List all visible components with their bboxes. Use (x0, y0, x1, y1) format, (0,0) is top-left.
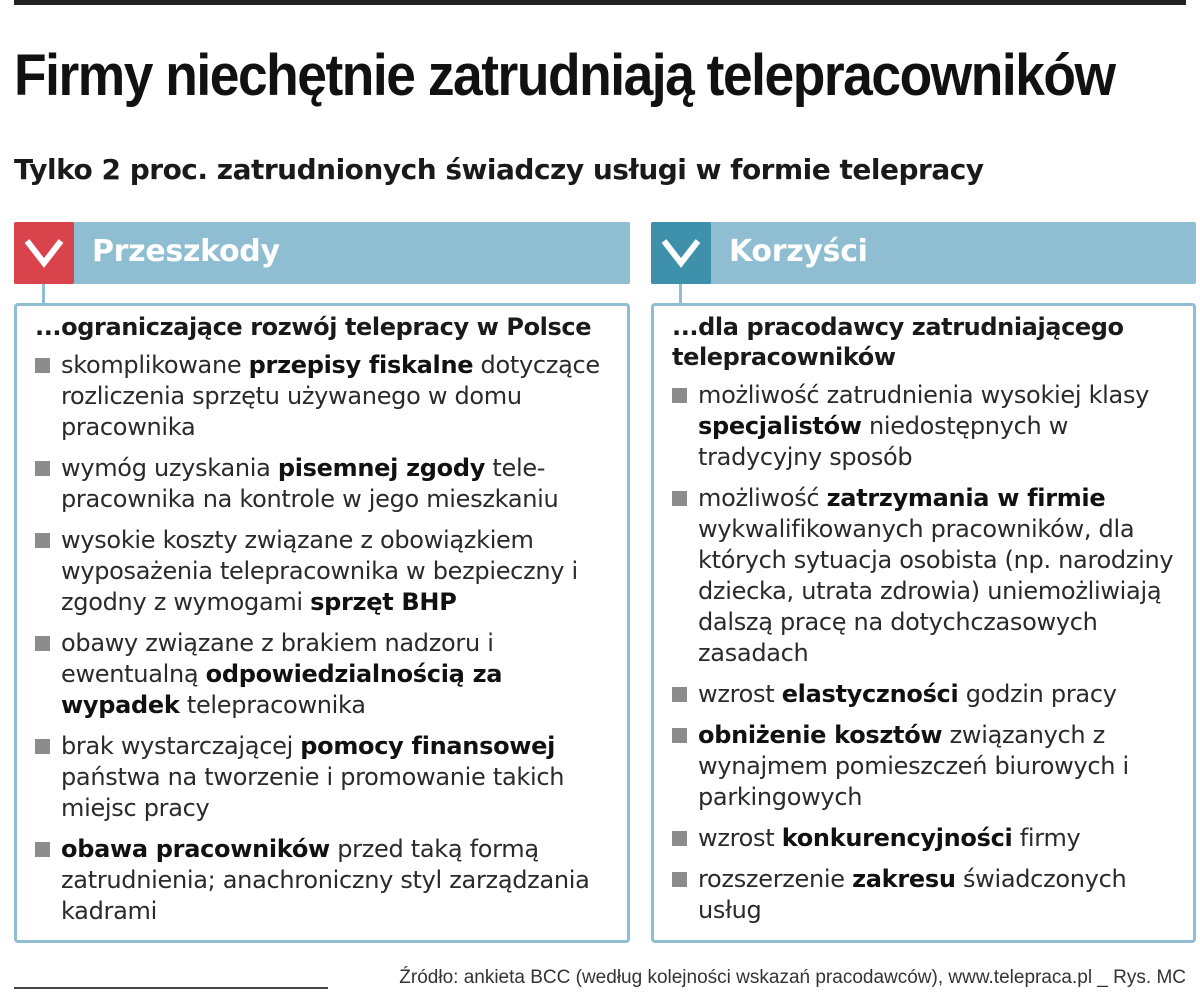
list-item (672, 380, 1177, 473)
emphasis-text: pisemnej zgody (277, 454, 486, 482)
list-item (672, 864, 1177, 926)
obstacles-panel (14, 222, 630, 925)
emphasis-text: specjalistów (698, 412, 862, 440)
benefits-title: Korzyści (729, 234, 868, 269)
square-bullet-icon (672, 388, 687, 403)
benefits-connector (679, 284, 682, 304)
item-text: telepracownika (179, 691, 366, 719)
item-text: tele-pracownika na kontrole w jego mieszkaniu (61, 454, 559, 513)
headline: Firmy niechętnie zatrudniają telepracowników (14, 43, 1115, 108)
item-text: przed taką formą zatrudnienia; anachroniczny styl zarządzania kadrami (61, 835, 590, 925)
list-item (672, 679, 1177, 710)
item-text: wysokie koszty związane z obowiązkiem wyposażenia telepracownika w bezpieczny i zgodny z wymogami (61, 526, 578, 616)
top-rule (14, 0, 1186, 5)
emphasis-text: sprzęt BHP (310, 588, 457, 616)
square-bullet-icon (35, 358, 50, 373)
emphasis-text: obniżenie kosztów (698, 721, 943, 749)
square-bullet-icon (672, 728, 687, 743)
emphasis-text: konkurencyjności (781, 824, 1013, 852)
list-item (35, 628, 611, 721)
benefits-panel (651, 222, 1196, 924)
item-text: niedostępnych w tradycyjny sposób (698, 412, 1069, 471)
subheadline: Tylko 2 proc. zatrudnionych świadczy usługi w formie telepracy (14, 153, 984, 186)
list-item (35, 350, 611, 443)
obstacles-title: Przeszkody (92, 234, 280, 269)
list-item (35, 731, 611, 824)
item-text: wzrost (698, 824, 782, 852)
square-bullet-icon (35, 533, 50, 548)
footer-rule (14, 987, 328, 989)
emphasis-text: zatrzymania w firmie (826, 484, 1106, 512)
item-text: możliwość (698, 484, 827, 512)
item-text: rozszerzenie (698, 865, 853, 893)
emphasis-text: obawa pracowników (61, 835, 330, 863)
item-text: firmy (1012, 824, 1081, 852)
source-note: Źródło: ankieta BCC (według kolejności wskazań pracodawców), www.telepraca.pl _ Rys. MC (399, 967, 1186, 988)
list-item (35, 834, 611, 927)
item-text: związanych z wynajmem pomieszczeń biurowych i parkingowych (698, 721, 1129, 811)
chevron-down-icon (651, 222, 711, 284)
item-text: świadczonych usług (698, 865, 1127, 924)
emphasis-text: elastyczności (781, 680, 959, 708)
emphasis-text: odpowiedzialnością za wypadek (61, 660, 503, 719)
square-bullet-icon (672, 491, 687, 506)
obstacles-connector (42, 284, 45, 304)
square-bullet-icon (672, 687, 687, 702)
list-item (672, 483, 1177, 669)
obstacles-header (14, 222, 630, 284)
item-text: możliwość zatrudnienia wysokiej klasy (698, 381, 1150, 409)
square-bullet-icon (35, 636, 50, 651)
item-text: skomplikowane (61, 351, 249, 379)
benefits-list (672, 380, 1177, 926)
benefits-intro: ...dla pracodawcy zatrudniającego telepracowników (672, 313, 1124, 371)
obstacles-list (35, 350, 611, 927)
chevron-down-icon (14, 222, 74, 284)
emphasis-text: pomocy finansowej (300, 732, 556, 760)
benefits-header (651, 222, 1196, 284)
obstacles-intro: ...ograniczające rozwój telepracy w Polsce (35, 313, 592, 341)
item-text: godzin pracy (958, 680, 1117, 708)
item-text: państwa na tworzenie i promowanie takich miejsc pracy (61, 763, 565, 822)
list-item (35, 525, 611, 618)
item-text: wymóg uzyskania (61, 454, 278, 482)
square-bullet-icon (35, 461, 50, 476)
list-item (35, 453, 611, 515)
list-item (672, 720, 1177, 813)
square-bullet-icon (35, 842, 50, 857)
square-bullet-icon (672, 872, 687, 887)
square-bullet-icon (35, 739, 50, 754)
item-text: dotyczące rozliczenia sprzętu używanego w domu pracownika (61, 351, 600, 441)
item-text: wzrost (698, 680, 782, 708)
square-bullet-icon (672, 831, 687, 846)
list-item (672, 823, 1177, 854)
item-text: wykwalifikowanych pracowników, dla których sytuacja osobista (np. narodziny dziecka, utrata zdrowia) uniemożliwiają dalszą pracę na dotychczasowych zasadach (698, 515, 1174, 667)
emphasis-text: przepisy fiskalne (248, 351, 474, 379)
benefits-body (651, 303, 1196, 943)
item-text: brak wystarczającej (61, 732, 301, 760)
emphasis-text: zakresu (852, 865, 956, 893)
item-text: obawy związane z brakiem nadzoru i ewentualną (61, 629, 494, 688)
obstacles-body (14, 303, 630, 943)
